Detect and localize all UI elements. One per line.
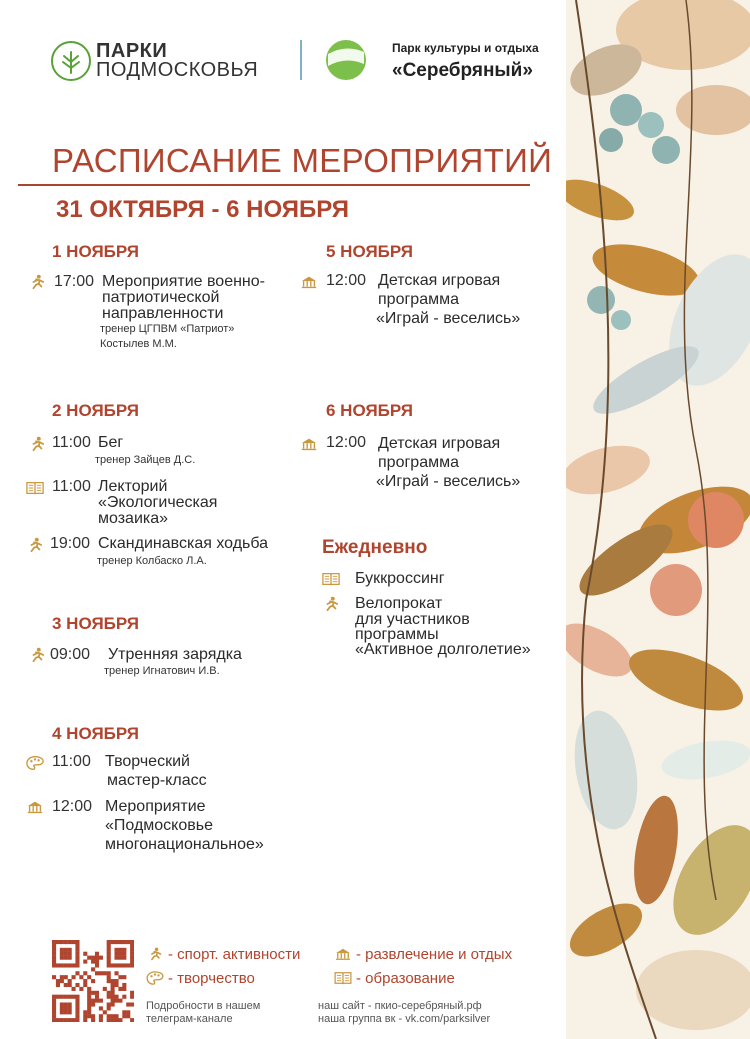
- event-title-line: Скандинавская ходьба: [98, 535, 269, 552]
- page-title: РАСПИСАНИЕ МЕРОПРИЯТИЙ: [52, 142, 553, 179]
- legend-entertainment-label: - развлечение и отдых: [356, 946, 513, 963]
- parks-brand: [96, 42, 258, 80]
- brand-line-2: ПОДМОСКОВЬЯ: [96, 59, 259, 81]
- telegram-line-1: Подробности в нашем: [146, 1000, 261, 1012]
- running-icon: [28, 436, 46, 452]
- carousel-icon: [300, 274, 318, 290]
- event-trainer: тренер Зайцев Д.С.: [95, 454, 196, 466]
- event-title-line: Лекторий: [98, 478, 168, 495]
- event-time: 19:00: [50, 535, 91, 552]
- palette-icon: [146, 971, 164, 985]
- telegram-line-2: телеграм-канале: [146, 1013, 233, 1025]
- event-time: 12:00: [326, 434, 367, 451]
- event-title-line: мозаика»: [98, 510, 169, 527]
- running-icon: [322, 596, 340, 612]
- logo-divider: [300, 40, 302, 80]
- daily-item-line: Буккроссинг: [355, 570, 445, 587]
- day-heading: 2 НОЯБРЯ: [52, 401, 140, 420]
- event-trainer: тренер Колбаско Л.А.: [97, 555, 207, 567]
- legend-creativity-label: - творчество: [168, 970, 255, 987]
- event-trainer: Костылев М.М.: [100, 338, 177, 350]
- telegram-note[interactable]: [146, 1000, 260, 1026]
- legend-sport-label: - спорт. активности: [168, 946, 301, 963]
- event-trainer: тренер ЦГПВМ «Патриот»: [100, 323, 235, 335]
- carousel-icon: [26, 799, 44, 815]
- running-icon: [28, 274, 46, 290]
- carousel-icon: [334, 947, 352, 961]
- legend-education-label: - образование: [356, 970, 455, 987]
- event-title-line: многонациональное»: [105, 836, 264, 853]
- brand-line-1: ПАРКИ: [96, 40, 168, 62]
- parks-logo-icon: [50, 40, 92, 82]
- legend-education: [334, 970, 455, 987]
- running-icon: [26, 537, 44, 553]
- running-icon: [28, 647, 46, 663]
- event-title-line: «Играй - веселись»: [376, 310, 521, 327]
- event-title-line: Мероприятие военно-: [102, 273, 265, 290]
- daily-item-line: для участников: [355, 611, 470, 628]
- park-subtitle: Парк культуры и отдыха: [392, 41, 539, 55]
- carousel-icon: [300, 436, 318, 452]
- event-title-line: программа: [378, 291, 459, 308]
- event-time: 11:00: [52, 434, 91, 451]
- contacts: [318, 1000, 490, 1026]
- daily-item-line: «Активное долголетие»: [355, 641, 531, 658]
- palette-icon: [26, 755, 44, 771]
- event-time: 12:00: [52, 798, 93, 815]
- book-icon: [26, 480, 44, 496]
- event-title-line: Детская игровая: [378, 435, 501, 452]
- title-divider: [18, 184, 530, 186]
- vk-link[interactable]: наша группа вк - vk.com/parksilver: [318, 1013, 491, 1025]
- legend-entertainment: [334, 946, 512, 963]
- floral-artwork: [566, 0, 750, 1039]
- event-title-line: «Экологическая: [98, 494, 218, 511]
- running-icon: [146, 947, 164, 961]
- park-name: «Серебряный»: [392, 60, 533, 81]
- book-icon: [334, 971, 352, 985]
- event-time: 17:00: [54, 273, 95, 290]
- day-heading: 3 НОЯБРЯ: [52, 614, 140, 633]
- daily-item-line: программы: [355, 626, 439, 643]
- event-title-line: Утренняя зарядка: [108, 646, 242, 663]
- event-title-line: Бег: [98, 434, 124, 451]
- event-time: 12:00: [326, 272, 367, 289]
- event-title-line: Мероприятие: [105, 798, 206, 815]
- day-heading: 4 НОЯБРЯ: [52, 724, 140, 743]
- legend-sport: [146, 946, 300, 963]
- park-logo-icon: [324, 38, 368, 82]
- book-icon: [322, 571, 340, 587]
- event-title-line: мастер-класс: [107, 772, 207, 789]
- event-trainer: тренер Игнатович И.В.: [104, 665, 220, 677]
- event-title-line: направленности: [102, 305, 224, 322]
- event-title-line: программа: [378, 454, 459, 471]
- event-title-line: «Играй - веселись»: [376, 473, 521, 490]
- day-heading: 5 НОЯБРЯ: [326, 242, 414, 261]
- daily-heading: Ежедневно: [322, 537, 428, 558]
- date-range: 31 ОКТЯБРЯ - 6 НОЯБРЯ: [56, 196, 349, 223]
- event-title-line: «Подмосковье: [105, 817, 213, 834]
- daily-item-line: Велопрокат: [355, 595, 443, 612]
- day-heading: 1 НОЯБРЯ: [52, 242, 140, 261]
- event-time: 09:00: [50, 646, 91, 663]
- event-time: 11:00: [52, 478, 91, 495]
- event-time: 11:00: [52, 753, 91, 770]
- legend-creativity: [146, 970, 255, 987]
- event-title-line: Детская игровая: [378, 272, 501, 289]
- site-link[interactable]: наш сайт - пкио-серебряный.рф: [318, 1000, 482, 1012]
- qr-code[interactable]: [52, 940, 134, 1022]
- event-title-line: Творческий: [105, 753, 190, 770]
- event-title-line: патриотической: [102, 289, 220, 306]
- day-heading: 6 НОЯБРЯ: [326, 401, 414, 420]
